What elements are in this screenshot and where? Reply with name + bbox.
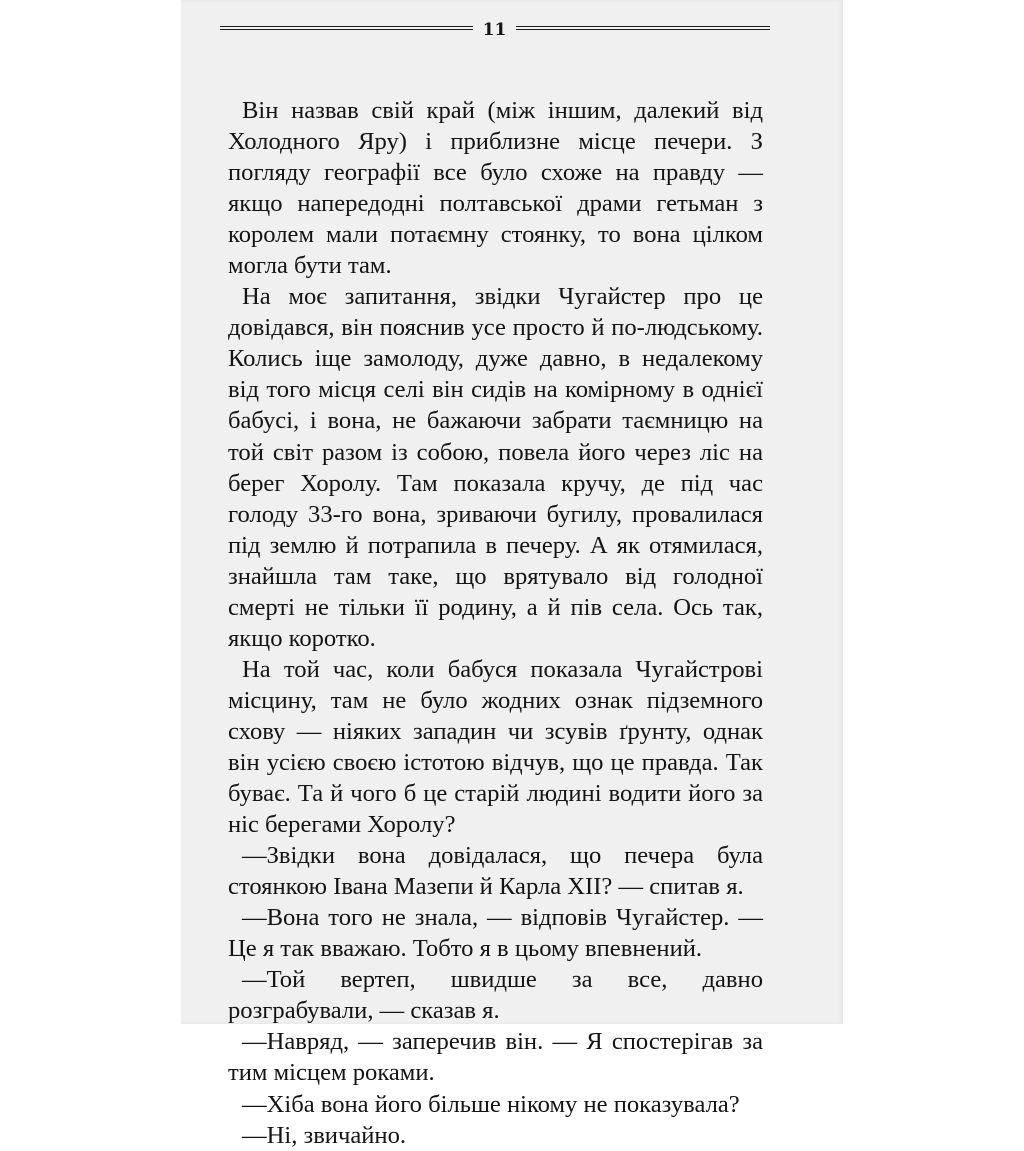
header-rule-right — [516, 26, 770, 30]
paragraph: На моє запитання, звідки Чугайстер про це довідався, він пояснив усе просто й по-людському. Колись іще замолоду, дуже давно, в недалекому від того місця селі він сидів на комірному в однієї бабусі, і вона, не бажаючи забрати таємницю на той світ разом із собою, повела його через ліс на берег Хоролу. Там показала кручу, де під час голоду 33-го вона, зриваючи бугилу, провалилася під землю й потрапила в печеру. А як отямилася, знайшла там таке, що врятувало від голодної смерті не тільки її родину, а й пів села. Ось так, якщо коротко. — [228, 283, 763, 652]
dialogue-line: —Вона того не знала, — відповів Чугайстер. — Це я так вважаю. Тобто я в цьому впевнений. — [228, 904, 763, 963]
dialogue-line: —Навряд, — заперечив він. — Я спостерігав за тим місцем роками. — [228, 1028, 763, 1087]
body-text — [228, 95, 763, 1151]
dialogue-line: —Хіба вона його більше нікому не показувала? — [242, 1090, 740, 1118]
dialogue-line: —Ні, звичайно. — [242, 1121, 407, 1149]
paragraph: На той час, коли бабуся показала Чугайстрові місцину, там не було жодних ознак підземного схову — ніяких западин чи зсувів ґрунту, однак він усією своєю істотою відчув, що це правда. Так буває. Та й чого б це старій людині водити його за ніс берегами Хоролу? — [228, 655, 763, 839]
header-rule-left — [220, 26, 473, 30]
dialogue-line: —Звідки вона довідалася, що печера була стоянкою Івана Мазепи й Карла XII? — спитав я. — [228, 842, 763, 901]
dialogue-line: —Той вертеп, швидше за все, давно розграбували, — сказав я. — [228, 966, 763, 1025]
running-header — [220, 18, 770, 42]
page-number: 11 — [482, 20, 507, 40]
paragraph: Він назвав свій край (між іншим, далекий від Холодного Яру) і приблизне місце печери. З погляду географії все було схоже на правду — якщо напередодні полтавської драми гетьман з королем мали потаємну стоянку, то вона цілком могла бути там. — [228, 97, 763, 280]
